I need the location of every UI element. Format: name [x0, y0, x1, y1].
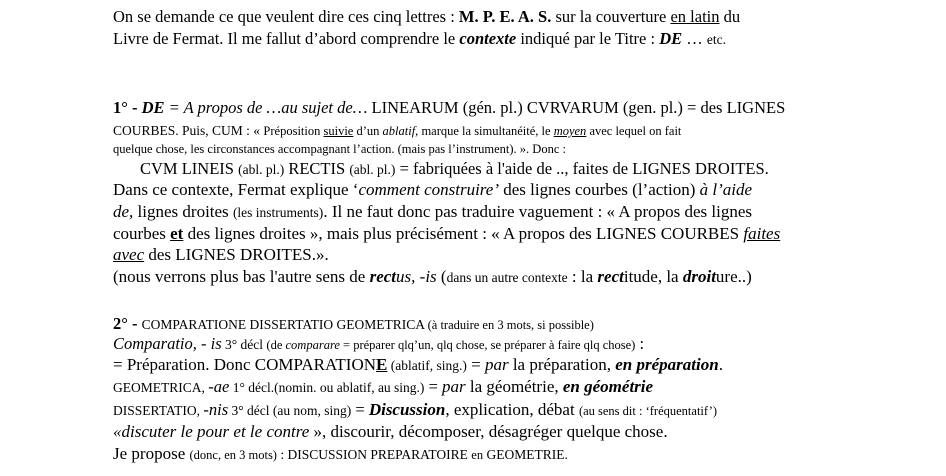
text: sur la couverture [551, 7, 671, 26]
emphasis: rect [597, 267, 624, 286]
underlined-text: avec [113, 245, 145, 264]
small-text: (abl. pl.) [349, 162, 396, 177]
italic-text: -ae [208, 377, 230, 396]
text: », discourir, décomposer, désagréger quelque chose. [309, 422, 668, 441]
italic-text: us, [396, 267, 416, 286]
small-text: d’un [353, 124, 383, 138]
section-1-line-8 [113, 245, 329, 265]
underlined-text: moyen [553, 124, 587, 138]
italic-text: -nis [203, 400, 229, 419]
text: Livre de Fermat. Il me fallut d’abord comprendre le [113, 29, 460, 48]
small-text: dans un autre contexte [446, 270, 568, 285]
small-text: (de [266, 338, 286, 352]
small-text: en [471, 448, 484, 462]
text: la géométrie, [465, 377, 563, 396]
italic-text: Comparatio, - is [113, 334, 222, 353]
small-text: avec lequel on fait [586, 124, 682, 138]
text: du [719, 7, 741, 26]
underlined-text: faites [743, 224, 781, 243]
acronym: M. P. E. A. S. [458, 7, 552, 26]
text: = fabriquées à l'aide de .., faites de LIGNES DROITES. [395, 159, 769, 178]
small-text: 1° décl.(nomin. ou ablatif, au sing.) [229, 380, 425, 395]
section-2-line-6 [113, 422, 668, 442]
italic-text: comment construire’ [358, 180, 500, 199]
small-text: : DISCUSSION PREPARATOIRE [276, 447, 472, 462]
section-1-line-4 [140, 159, 769, 180]
section-2-line-4 [113, 377, 653, 398]
section-1-line-7 [113, 224, 780, 244]
small-text: (abl. pl.) [238, 162, 285, 177]
text: . Il ne faut donc pas traduire vaguement : « A propos des lignes [323, 202, 752, 221]
italic-text: «discuter le pour et le contre [113, 422, 310, 441]
text: CVM LINEIS [140, 159, 239, 178]
text: la préparation, [508, 355, 616, 374]
text: (nous verrons plus bas l'autre sens de [113, 267, 370, 286]
text: ( [440, 267, 447, 286]
section-number: 2° - [113, 314, 142, 333]
text: Dans ce contexte, Fermat explique ‘ [113, 180, 359, 199]
small-text: (donc, en 3 mots) [189, 448, 277, 462]
text: : la [567, 267, 598, 286]
emphasis: en géométrie [562, 377, 654, 396]
italic-text: ablatif, [382, 124, 419, 138]
small-text: 3° décl [221, 337, 267, 352]
text: ure..) [715, 267, 752, 286]
small-text: COURBES. Puis, CUM : « [113, 123, 264, 138]
section-1-line-9 [113, 267, 752, 288]
italic-text: comparare [285, 338, 340, 352]
section-2-line-1 [113, 314, 594, 335]
italic-text: par [442, 377, 466, 396]
section-1-line-2 [113, 120, 681, 141]
text: itude, la [623, 267, 683, 286]
text: des lignes droites », mais plus précisément : « A propos des LIGNES COURBES [183, 224, 744, 243]
intro-line-1 [113, 7, 740, 27]
text: = Préparation. Donc COMPARATION [113, 355, 377, 374]
emphasis: contexte [459, 29, 517, 48]
underlined-text: en latin [670, 7, 720, 26]
small-text: DISSERTATIO, [113, 403, 204, 418]
text: On se demande ce que veulent dire ces cinq lettres : [113, 7, 459, 26]
underlined-text: et [170, 224, 184, 243]
text: indiqué par le Titre : [516, 29, 660, 48]
small-text: (les instruments) [232, 205, 324, 220]
italic-text: par [484, 355, 509, 374]
italic-text: -is [415, 267, 441, 286]
section-1-line-3: quelque chose, les circonstances accompagnant l’action. (mais pas l’instrument). ». Donc : [113, 142, 566, 156]
italic-text: de, [113, 202, 134, 221]
section-2-line-7 [113, 444, 568, 465]
text: des lignes courbes (l’action) [499, 180, 700, 199]
text: courbes [113, 224, 171, 243]
section-2-line-5 [113, 400, 717, 421]
intro-line-2 [113, 29, 726, 50]
small-text: GEOMETRICA, [113, 380, 209, 395]
emphasis: en préparation [615, 355, 719, 374]
text: = [466, 355, 485, 374]
text: des LIGNES DROITES.». [144, 245, 329, 264]
text: , explication, débat [445, 400, 579, 419]
text: LINEARUM (gén. pl.) CVRVARUM (gen. pl.) = des LIGNES [367, 98, 786, 117]
small-text: (ablatif, sing.) [387, 358, 467, 373]
italic-text: = A propos de …au sujet de… [164, 98, 368, 117]
text: : [635, 334, 645, 353]
emphasis: DE [659, 29, 683, 48]
text: lignes droites [133, 202, 233, 221]
small-text: = préparer qlq’un, qlq chose, se préparer à faire qlq chose) [339, 338, 636, 352]
text: = [424, 377, 442, 396]
section-1-line-5 [113, 180, 752, 200]
italic-text: à l’aide [699, 180, 753, 199]
text: . [718, 355, 723, 374]
small-text: 3° décl (au nom, sing) [228, 403, 352, 418]
small-text: etc. [706, 32, 726, 47]
emphasis: Discussion [368, 400, 446, 419]
emphasis: droit [682, 267, 716, 286]
small-text: Préposition [263, 124, 324, 138]
section-2-line-2 [113, 334, 644, 355]
section-1-line-1 [113, 98, 785, 118]
small-text: marque la simultanéité, le [418, 124, 554, 138]
text: RECTIS [284, 159, 350, 178]
text: Je propose [113, 444, 190, 463]
text: … [682, 29, 707, 48]
emphasis: DE [141, 98, 165, 117]
small-text: (à traduire en 3 mots, si possible) [427, 318, 594, 332]
section-number: 1° - [113, 98, 142, 117]
underlined-text: E [376, 355, 388, 374]
text: = [351, 400, 369, 419]
emphasis: rect [369, 267, 397, 286]
small-text: GEOMETRIE. [483, 447, 568, 462]
section-2-line-3 [113, 355, 723, 376]
underlined-text: suivie [323, 124, 354, 138]
small-text: COMPARATIONE DISSERTATIO GEOMETRICA [141, 317, 428, 332]
small-text: (au sens dit : ‘fréquentatif’) [578, 404, 718, 418]
section-1-line-6 [113, 202, 752, 223]
